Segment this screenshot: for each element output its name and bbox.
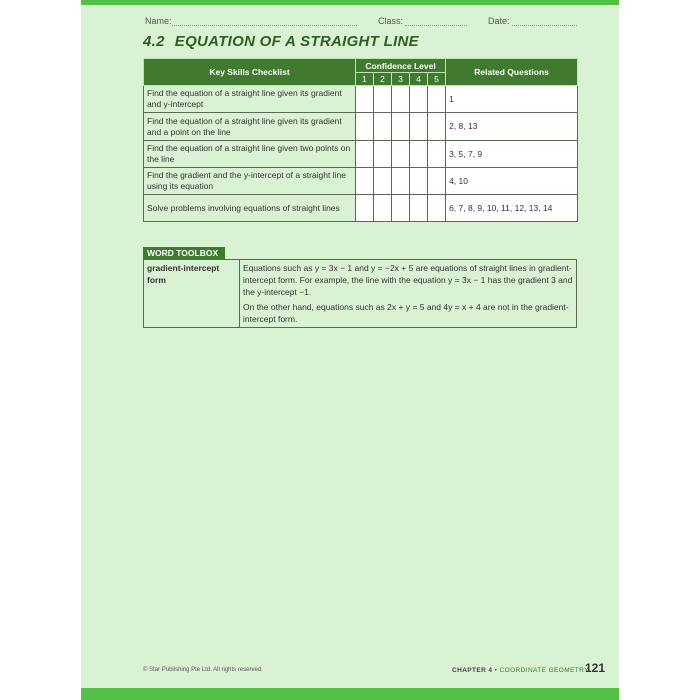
- chapter-info: [452, 667, 589, 674]
- confidence-level-2: 2: [374, 73, 392, 86]
- key-skills-table: [143, 58, 578, 222]
- confidence-cell[interactable]: [428, 195, 446, 222]
- confidence-level-1: 1: [356, 73, 374, 86]
- skill-text: Find the equation of a straight line given its gradient and a point on the line: [144, 113, 356, 141]
- date-label: Date:: [488, 16, 510, 26]
- table-row: [144, 113, 578, 141]
- skill-text: Find the equation of a straight line given its gradient and y-intercept: [144, 86, 356, 113]
- chapter-label: CHAPTER 4: [452, 667, 493, 674]
- confidence-cell[interactable]: [392, 86, 410, 113]
- confidence-cell[interactable]: [392, 195, 410, 222]
- confidence-cell[interactable]: [374, 113, 392, 141]
- related-questions: 3, 5, 7, 9: [446, 141, 578, 168]
- confidence-level-3: 3: [392, 73, 410, 86]
- confidence-cell[interactable]: [392, 141, 410, 168]
- confidence-cell[interactable]: [356, 168, 374, 195]
- confidence-cell[interactable]: [428, 168, 446, 195]
- related-questions: 2, 8, 13: [446, 113, 578, 141]
- word-toolbox-label: WORD TOOLBOX: [143, 247, 225, 259]
- name-label: Name:: [145, 16, 172, 26]
- related-questions: 4, 10: [446, 168, 578, 195]
- table-row: [144, 168, 578, 195]
- word-toolbox-table: [143, 259, 577, 328]
- skill-text: Find the equation of a straight line given two points on the line: [144, 141, 356, 168]
- col-header-related: Related Questions: [446, 59, 578, 86]
- confidence-level-5: 5: [428, 73, 446, 86]
- table-row: [144, 195, 578, 222]
- confidence-cell[interactable]: [356, 113, 374, 141]
- top-accent-bar: [81, 0, 619, 5]
- col-header-skills: Key Skills Checklist: [144, 59, 356, 86]
- toolbox-term: gradient-intercept form: [144, 260, 240, 328]
- confidence-cell[interactable]: [410, 113, 428, 141]
- confidence-cell[interactable]: [410, 195, 428, 222]
- skill-text: Find the gradient and the y-intercept of a straight line using its equation: [144, 168, 356, 195]
- page-title: [143, 33, 419, 50]
- confidence-cell[interactable]: [374, 195, 392, 222]
- class-label: Class:: [378, 16, 404, 26]
- class-field[interactable]: [405, 25, 467, 26]
- skill-text: Solve problems involving equations of straight lines: [144, 195, 356, 222]
- confidence-cell[interactable]: [428, 113, 446, 141]
- chapter-topic: COORDINATE GEOMETRY: [499, 667, 589, 674]
- definition-paragraph-1: Equations such as y = 3x − 1 and y = −2x + 5 are equations of straight lines in gradient-intercept form. For example, the line with the equation y = 3x − 1 has the gradient 3 and the y-intercept −1.: [243, 263, 573, 297]
- confidence-cell[interactable]: [410, 141, 428, 168]
- copyright-notice: © Star Publishing Pte Ltd. All rights reserved.: [143, 667, 263, 673]
- confidence-cell[interactable]: [356, 86, 374, 113]
- name-field[interactable]: [172, 25, 357, 26]
- confidence-cell[interactable]: [428, 141, 446, 168]
- confidence-cell[interactable]: [392, 113, 410, 141]
- related-questions: 6, 7, 8, 9, 10, 11, 12, 13, 14: [446, 195, 578, 222]
- confidence-level-4: 4: [410, 73, 428, 86]
- col-header-confidence: Confidence Level: [356, 59, 446, 73]
- section-title: EQUATION OF A STRAIGHT LINE: [174, 33, 419, 50]
- toolbox-definition: [240, 260, 577, 328]
- section-number: 4.2: [143, 33, 165, 50]
- confidence-cell[interactable]: [410, 86, 428, 113]
- confidence-cell[interactable]: [428, 86, 446, 113]
- bottom-accent-bar: [81, 688, 619, 700]
- page-number: 121: [585, 661, 606, 675]
- confidence-cell[interactable]: [410, 168, 428, 195]
- definition-paragraph-2: On the other hand, equations such as 2x + y = 5 and 4y = x + 4 are not in the gradient-intercept form.: [243, 302, 569, 324]
- table-row: [144, 141, 578, 168]
- confidence-cell[interactable]: [374, 141, 392, 168]
- table-row: [144, 86, 578, 113]
- confidence-cell[interactable]: [374, 86, 392, 113]
- confidence-cell[interactable]: [392, 168, 410, 195]
- date-field[interactable]: [512, 25, 577, 26]
- confidence-cell[interactable]: [356, 141, 374, 168]
- confidence-cell[interactable]: [374, 168, 392, 195]
- chapter-separator: •: [492, 667, 500, 674]
- confidence-cell[interactable]: [356, 195, 374, 222]
- related-questions: 1: [446, 86, 578, 113]
